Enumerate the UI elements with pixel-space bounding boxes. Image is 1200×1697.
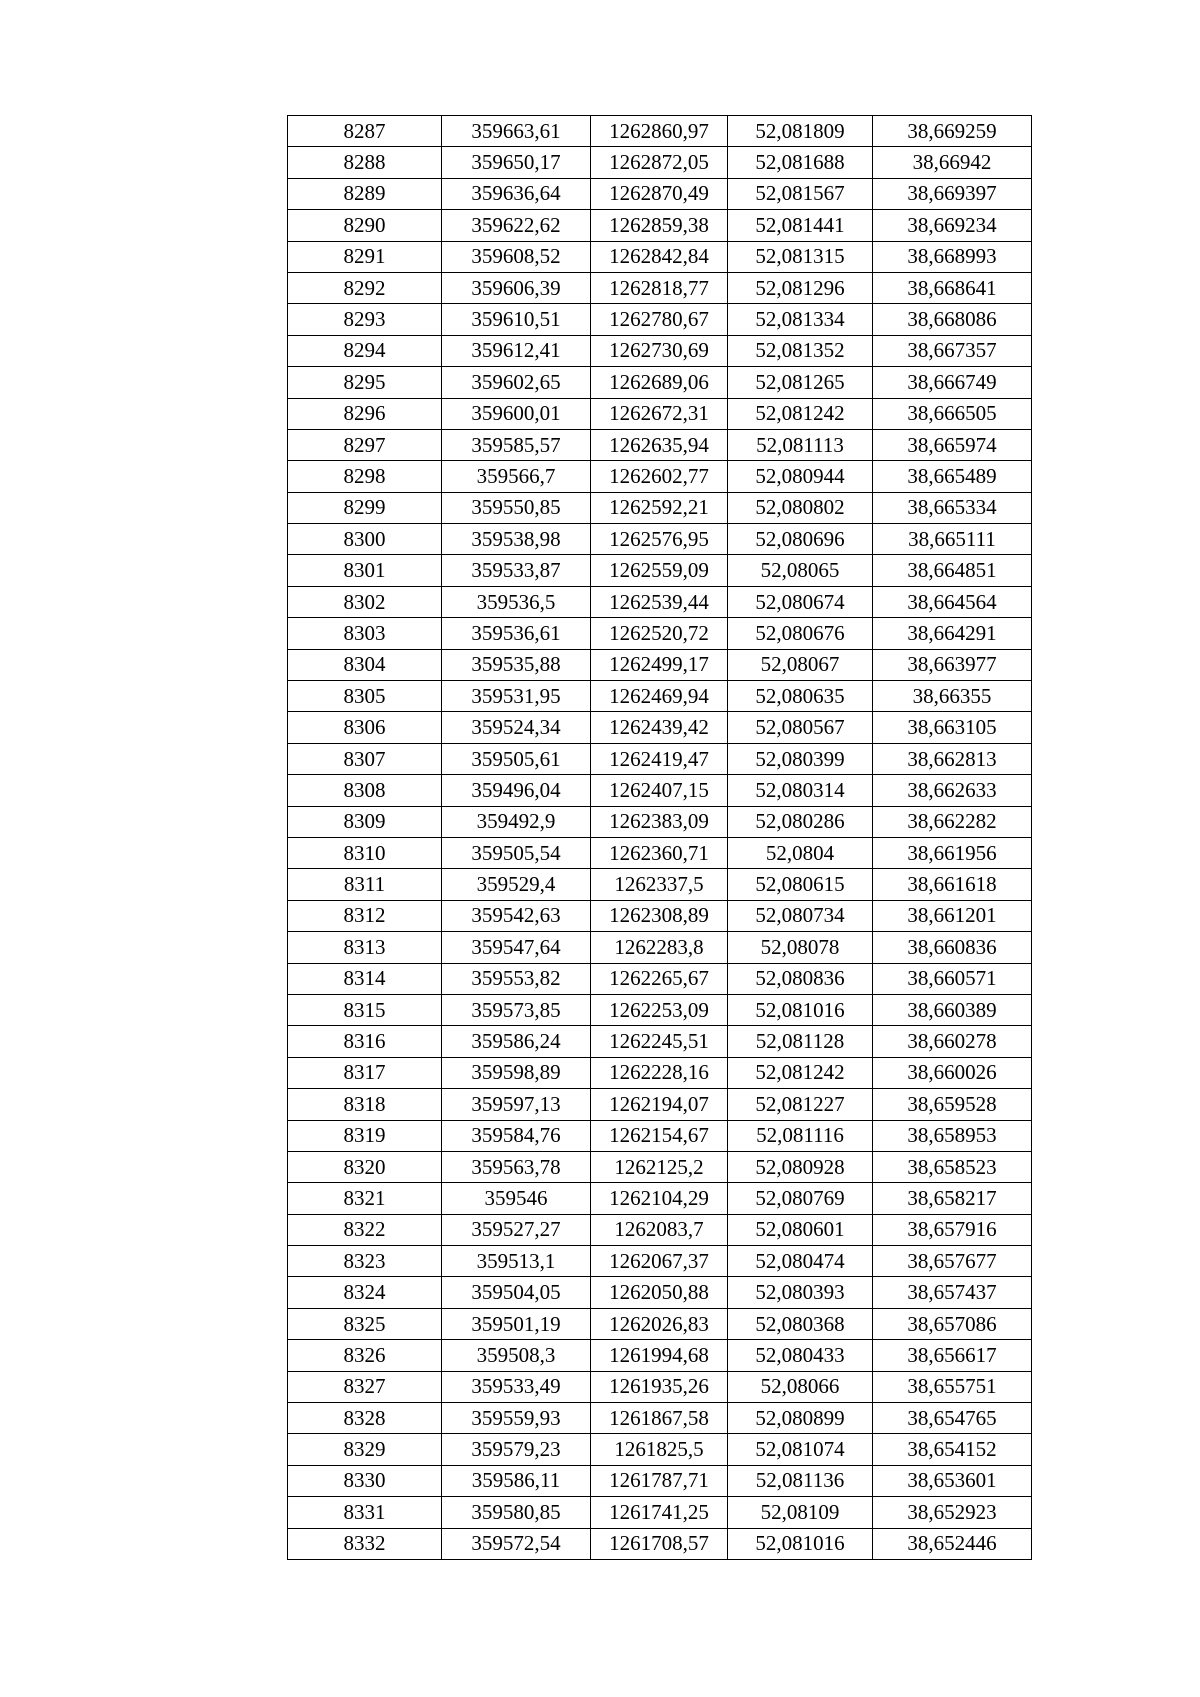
y-coordinate-cell: 1262730,69	[591, 335, 728, 366]
y-coordinate-cell: 1262469,94	[591, 681, 728, 712]
table-row	[288, 1497, 1032, 1528]
latitude-cell: 52,081296	[728, 272, 873, 303]
table-row	[288, 1340, 1032, 1371]
point-number-cell: 8298	[288, 461, 442, 492]
point-number-cell: 8301	[288, 555, 442, 586]
latitude-cell: 52,081016	[728, 994, 873, 1025]
x-coordinate-cell: 359533,49	[442, 1371, 591, 1402]
longitude-cell: 38,661956	[873, 837, 1032, 868]
table-row	[288, 147, 1032, 178]
longitude-cell: 38,665489	[873, 461, 1032, 492]
y-coordinate-cell: 1262245,51	[591, 1026, 728, 1057]
y-coordinate-cell: 1262383,09	[591, 806, 728, 837]
latitude-cell: 52,080399	[728, 743, 873, 774]
y-coordinate-cell: 1262283,8	[591, 932, 728, 963]
latitude-cell: 52,080674	[728, 586, 873, 617]
y-coordinate-cell: 1262870,49	[591, 178, 728, 209]
longitude-cell: 38,665111	[873, 524, 1032, 555]
table-row	[288, 429, 1032, 460]
longitude-cell: 38,668086	[873, 304, 1032, 335]
y-coordinate-cell: 1262067,37	[591, 1246, 728, 1277]
point-number-cell: 8294	[288, 335, 442, 366]
latitude-cell: 52,081128	[728, 1026, 873, 1057]
latitude-cell: 52,081352	[728, 335, 873, 366]
x-coordinate-cell: 359505,54	[442, 837, 591, 868]
table-row	[288, 1089, 1032, 1120]
x-coordinate-cell: 359586,24	[442, 1026, 591, 1057]
point-number-cell: 8319	[288, 1120, 442, 1151]
y-coordinate-cell: 1262689,06	[591, 367, 728, 398]
y-coordinate-cell: 1262842,84	[591, 241, 728, 272]
table-row	[288, 272, 1032, 303]
latitude-cell: 52,081265	[728, 367, 873, 398]
point-number-cell: 8317	[288, 1057, 442, 1088]
longitude-cell: 38,665974	[873, 429, 1032, 460]
table-row	[288, 492, 1032, 523]
y-coordinate-cell: 1262439,42	[591, 712, 728, 743]
x-coordinate-cell: 359566,7	[442, 461, 591, 492]
longitude-cell: 38,652923	[873, 1497, 1032, 1528]
point-number-cell: 8288	[288, 147, 442, 178]
x-coordinate-cell: 359610,51	[442, 304, 591, 335]
point-number-cell: 8322	[288, 1214, 442, 1245]
x-coordinate-cell: 359597,13	[442, 1089, 591, 1120]
table-row	[288, 1057, 1032, 1088]
y-coordinate-cell: 1261741,25	[591, 1497, 728, 1528]
y-coordinate-cell: 1262672,31	[591, 398, 728, 429]
longitude-cell: 38,655751	[873, 1371, 1032, 1402]
table-row	[288, 1434, 1032, 1465]
x-coordinate-cell: 359550,85	[442, 492, 591, 523]
latitude-cell: 52,081441	[728, 210, 873, 241]
x-coordinate-cell: 359536,61	[442, 618, 591, 649]
latitude-cell: 52,081113	[728, 429, 873, 460]
point-number-cell: 8304	[288, 649, 442, 680]
longitude-cell: 38,662282	[873, 806, 1032, 837]
point-number-cell: 8306	[288, 712, 442, 743]
latitude-cell: 52,081334	[728, 304, 873, 335]
point-number-cell: 8307	[288, 743, 442, 774]
longitude-cell: 38,654765	[873, 1403, 1032, 1434]
point-number-cell: 8324	[288, 1277, 442, 1308]
latitude-cell: 52,081809	[728, 116, 873, 147]
y-coordinate-cell: 1262194,07	[591, 1089, 728, 1120]
latitude-cell: 52,08067	[728, 649, 873, 680]
table-row	[288, 869, 1032, 900]
point-number-cell: 8323	[288, 1246, 442, 1277]
latitude-cell: 52,081227	[728, 1089, 873, 1120]
x-coordinate-cell: 359606,39	[442, 272, 591, 303]
table-row	[288, 806, 1032, 837]
x-coordinate-cell: 359542,63	[442, 900, 591, 931]
point-number-cell: 8291	[288, 241, 442, 272]
latitude-cell: 52,080567	[728, 712, 873, 743]
y-coordinate-cell: 1262559,09	[591, 555, 728, 586]
table-row	[288, 241, 1032, 272]
x-coordinate-cell: 359533,87	[442, 555, 591, 586]
point-number-cell: 8289	[288, 178, 442, 209]
x-coordinate-cell: 359496,04	[442, 775, 591, 806]
y-coordinate-cell: 1262308,89	[591, 900, 728, 931]
latitude-cell: 52,080314	[728, 775, 873, 806]
x-coordinate-cell: 359513,1	[442, 1246, 591, 1277]
table-row	[288, 1246, 1032, 1277]
longitude-cell: 38,664291	[873, 618, 1032, 649]
point-number-cell: 8311	[288, 869, 442, 900]
point-number-cell: 8332	[288, 1528, 442, 1559]
y-coordinate-cell: 1262337,5	[591, 869, 728, 900]
y-coordinate-cell: 1262635,94	[591, 429, 728, 460]
latitude-cell: 52,081315	[728, 241, 873, 272]
table-row	[288, 524, 1032, 555]
y-coordinate-cell: 1261787,71	[591, 1465, 728, 1496]
table-row	[288, 367, 1032, 398]
point-number-cell: 8329	[288, 1434, 442, 1465]
point-number-cell: 8331	[288, 1497, 442, 1528]
table-row	[288, 1120, 1032, 1151]
point-number-cell: 8314	[288, 963, 442, 994]
longitude-cell: 38,668993	[873, 241, 1032, 272]
point-number-cell: 8300	[288, 524, 442, 555]
latitude-cell: 52,08078	[728, 932, 873, 963]
latitude-cell: 52,081136	[728, 1465, 873, 1496]
y-coordinate-cell: 1262253,09	[591, 994, 728, 1025]
longitude-cell: 38,660026	[873, 1057, 1032, 1088]
table-row	[288, 210, 1032, 241]
table-row	[288, 1026, 1032, 1057]
latitude-cell: 52,080286	[728, 806, 873, 837]
x-coordinate-cell: 359535,88	[442, 649, 591, 680]
x-coordinate-cell: 359585,57	[442, 429, 591, 460]
x-coordinate-cell: 359527,27	[442, 1214, 591, 1245]
point-number-cell: 8330	[288, 1465, 442, 1496]
point-number-cell: 8302	[288, 586, 442, 617]
y-coordinate-cell: 1262499,17	[591, 649, 728, 680]
y-coordinate-cell: 1262228,16	[591, 1057, 728, 1088]
latitude-cell: 52,080802	[728, 492, 873, 523]
longitude-cell: 38,659528	[873, 1089, 1032, 1120]
point-number-cell: 8316	[288, 1026, 442, 1057]
table-row	[288, 398, 1032, 429]
table-row	[288, 932, 1032, 963]
table-row	[288, 1308, 1032, 1339]
table-row	[288, 1277, 1032, 1308]
latitude-cell: 52,080836	[728, 963, 873, 994]
x-coordinate-cell: 359538,98	[442, 524, 591, 555]
table-row	[288, 712, 1032, 743]
y-coordinate-cell: 1262818,77	[591, 272, 728, 303]
x-coordinate-cell: 359580,85	[442, 1497, 591, 1528]
x-coordinate-cell: 359650,17	[442, 147, 591, 178]
table-row	[288, 1528, 1032, 1559]
table-row	[288, 775, 1032, 806]
point-number-cell: 8313	[288, 932, 442, 963]
point-number-cell: 8299	[288, 492, 442, 523]
table-row	[288, 1371, 1032, 1402]
table-row	[288, 837, 1032, 868]
longitude-cell: 38,657677	[873, 1246, 1032, 1277]
y-coordinate-cell: 1261935,26	[591, 1371, 728, 1402]
point-number-cell: 8308	[288, 775, 442, 806]
x-coordinate-cell: 359531,95	[442, 681, 591, 712]
y-coordinate-cell: 1262602,77	[591, 461, 728, 492]
point-number-cell: 8287	[288, 116, 442, 147]
longitude-cell: 38,668641	[873, 272, 1032, 303]
longitude-cell: 38,653601	[873, 1465, 1032, 1496]
table-row	[288, 1214, 1032, 1245]
table-row	[288, 618, 1032, 649]
y-coordinate-cell: 1261708,57	[591, 1528, 728, 1559]
longitude-cell: 38,657916	[873, 1214, 1032, 1245]
latitude-cell: 52,081688	[728, 147, 873, 178]
x-coordinate-cell: 359572,54	[442, 1528, 591, 1559]
longitude-cell: 38,660389	[873, 994, 1032, 1025]
latitude-cell: 52,080899	[728, 1403, 873, 1434]
longitude-cell: 38,663105	[873, 712, 1032, 743]
point-number-cell: 8305	[288, 681, 442, 712]
longitude-cell: 38,658217	[873, 1183, 1032, 1214]
latitude-cell: 52,080769	[728, 1183, 873, 1214]
x-coordinate-cell: 359573,85	[442, 994, 591, 1025]
point-number-cell: 8325	[288, 1308, 442, 1339]
latitude-cell: 52,080474	[728, 1246, 873, 1277]
x-coordinate-cell: 359559,93	[442, 1403, 591, 1434]
longitude-cell: 38,667357	[873, 335, 1032, 366]
x-coordinate-cell: 359622,62	[442, 210, 591, 241]
x-coordinate-cell: 359492,9	[442, 806, 591, 837]
table-row	[288, 586, 1032, 617]
longitude-cell: 38,662813	[873, 743, 1032, 774]
table-row	[288, 1403, 1032, 1434]
y-coordinate-cell: 1262859,38	[591, 210, 728, 241]
x-coordinate-cell: 359563,78	[442, 1151, 591, 1182]
latitude-cell: 52,080433	[728, 1340, 873, 1371]
point-number-cell: 8292	[288, 272, 442, 303]
x-coordinate-cell: 359505,61	[442, 743, 591, 774]
latitude-cell: 52,08065	[728, 555, 873, 586]
latitude-cell: 52,080676	[728, 618, 873, 649]
longitude-cell: 38,66942	[873, 147, 1032, 178]
longitude-cell: 38,660836	[873, 932, 1032, 963]
longitude-cell: 38,661618	[873, 869, 1032, 900]
y-coordinate-cell: 1262592,21	[591, 492, 728, 523]
y-coordinate-cell: 1262125,2	[591, 1151, 728, 1182]
point-number-cell: 8297	[288, 429, 442, 460]
point-number-cell: 8321	[288, 1183, 442, 1214]
table-row	[288, 649, 1032, 680]
table-row	[288, 743, 1032, 774]
x-coordinate-cell: 359600,01	[442, 398, 591, 429]
x-coordinate-cell: 359546	[442, 1183, 591, 1214]
latitude-cell: 52,081242	[728, 398, 873, 429]
latitude-cell: 52,081016	[728, 1528, 873, 1559]
longitude-cell: 38,664564	[873, 586, 1032, 617]
table-row	[288, 304, 1032, 335]
table-row	[288, 963, 1032, 994]
point-number-cell: 8326	[288, 1340, 442, 1371]
longitude-cell: 38,660278	[873, 1026, 1032, 1057]
point-number-cell: 8320	[288, 1151, 442, 1182]
table-row	[288, 681, 1032, 712]
x-coordinate-cell: 359508,3	[442, 1340, 591, 1371]
point-number-cell: 8290	[288, 210, 442, 241]
latitude-cell: 52,08066	[728, 1371, 873, 1402]
x-coordinate-cell: 359504,05	[442, 1277, 591, 1308]
y-coordinate-cell: 1261825,5	[591, 1434, 728, 1465]
point-number-cell: 8296	[288, 398, 442, 429]
x-coordinate-cell: 359524,34	[442, 712, 591, 743]
latitude-cell: 52,080944	[728, 461, 873, 492]
table-row	[288, 1151, 1032, 1182]
x-coordinate-cell: 359536,5	[442, 586, 591, 617]
y-coordinate-cell: 1262050,88	[591, 1277, 728, 1308]
y-coordinate-cell: 1262265,67	[591, 963, 728, 994]
longitude-cell: 38,656617	[873, 1340, 1032, 1371]
longitude-cell: 38,652446	[873, 1528, 1032, 1559]
y-coordinate-cell: 1262083,7	[591, 1214, 728, 1245]
latitude-cell: 52,080393	[728, 1277, 873, 1308]
latitude-cell: 52,080635	[728, 681, 873, 712]
latitude-cell: 52,080601	[728, 1214, 873, 1245]
longitude-cell: 38,665334	[873, 492, 1032, 523]
longitude-cell: 38,666749	[873, 367, 1032, 398]
latitude-cell: 52,081116	[728, 1120, 873, 1151]
table-row	[288, 994, 1032, 1025]
table-row	[288, 335, 1032, 366]
longitude-cell: 38,657086	[873, 1308, 1032, 1339]
y-coordinate-cell: 1262104,29	[591, 1183, 728, 1214]
x-coordinate-cell: 359602,65	[442, 367, 591, 398]
point-number-cell: 8315	[288, 994, 442, 1025]
y-coordinate-cell: 1262419,47	[591, 743, 728, 774]
x-coordinate-cell: 359598,89	[442, 1057, 591, 1088]
y-coordinate-cell: 1262407,15	[591, 775, 728, 806]
y-coordinate-cell: 1262154,67	[591, 1120, 728, 1151]
y-coordinate-cell: 1262360,71	[591, 837, 728, 868]
y-coordinate-cell: 1261867,58	[591, 1403, 728, 1434]
x-coordinate-cell: 359547,64	[442, 932, 591, 963]
y-coordinate-cell: 1262576,95	[591, 524, 728, 555]
point-number-cell: 8310	[288, 837, 442, 868]
latitude-cell: 52,080368	[728, 1308, 873, 1339]
point-number-cell: 8303	[288, 618, 442, 649]
y-coordinate-cell: 1262520,72	[591, 618, 728, 649]
x-coordinate-cell: 359501,19	[442, 1308, 591, 1339]
latitude-cell: 52,080734	[728, 900, 873, 931]
longitude-cell: 38,662633	[873, 775, 1032, 806]
longitude-cell: 38,663977	[873, 649, 1032, 680]
table-row	[288, 1465, 1032, 1496]
x-coordinate-cell: 359553,82	[442, 963, 591, 994]
x-coordinate-cell: 359663,61	[442, 116, 591, 147]
latitude-cell: 52,08109	[728, 1497, 873, 1528]
x-coordinate-cell: 359586,11	[442, 1465, 591, 1496]
longitude-cell: 38,660571	[873, 963, 1032, 994]
point-number-cell: 8309	[288, 806, 442, 837]
y-coordinate-cell: 1262872,05	[591, 147, 728, 178]
latitude-cell: 52,080696	[728, 524, 873, 555]
latitude-cell: 52,081074	[728, 1434, 873, 1465]
longitude-cell: 38,658523	[873, 1151, 1032, 1182]
longitude-cell: 38,658953	[873, 1120, 1032, 1151]
y-coordinate-cell: 1262539,44	[591, 586, 728, 617]
latitude-cell: 52,0804	[728, 837, 873, 868]
latitude-cell: 52,081567	[728, 178, 873, 209]
point-number-cell: 8318	[288, 1089, 442, 1120]
x-coordinate-cell: 359612,41	[442, 335, 591, 366]
x-coordinate-cell: 359584,76	[442, 1120, 591, 1151]
table-row	[288, 1183, 1032, 1214]
y-coordinate-cell: 1262780,67	[591, 304, 728, 335]
point-number-cell: 8312	[288, 900, 442, 931]
table-row	[288, 178, 1032, 209]
point-number-cell: 8293	[288, 304, 442, 335]
table-row	[288, 116, 1032, 147]
y-coordinate-cell: 1261994,68	[591, 1340, 728, 1371]
coordinates-table-body	[288, 116, 1032, 1560]
table-row	[288, 555, 1032, 586]
point-number-cell: 8295	[288, 367, 442, 398]
longitude-cell: 38,669234	[873, 210, 1032, 241]
coordinates-table	[287, 115, 1032, 1560]
point-number-cell: 8328	[288, 1403, 442, 1434]
longitude-cell: 38,669397	[873, 178, 1032, 209]
y-coordinate-cell: 1262860,97	[591, 116, 728, 147]
longitude-cell: 38,657437	[873, 1277, 1032, 1308]
x-coordinate-cell: 359608,52	[442, 241, 591, 272]
y-coordinate-cell: 1262026,83	[591, 1308, 728, 1339]
latitude-cell: 52,080928	[728, 1151, 873, 1182]
latitude-cell: 52,080615	[728, 869, 873, 900]
latitude-cell: 52,081242	[728, 1057, 873, 1088]
longitude-cell: 38,664851	[873, 555, 1032, 586]
longitude-cell: 38,669259	[873, 116, 1032, 147]
longitude-cell: 38,654152	[873, 1434, 1032, 1465]
x-coordinate-cell: 359529,4	[442, 869, 591, 900]
longitude-cell: 38,66355	[873, 681, 1032, 712]
table-row	[288, 900, 1032, 931]
longitude-cell: 38,661201	[873, 900, 1032, 931]
point-number-cell: 8327	[288, 1371, 442, 1402]
x-coordinate-cell: 359636,64	[442, 178, 591, 209]
x-coordinate-cell: 359579,23	[442, 1434, 591, 1465]
longitude-cell: 38,666505	[873, 398, 1032, 429]
table-row	[288, 461, 1032, 492]
